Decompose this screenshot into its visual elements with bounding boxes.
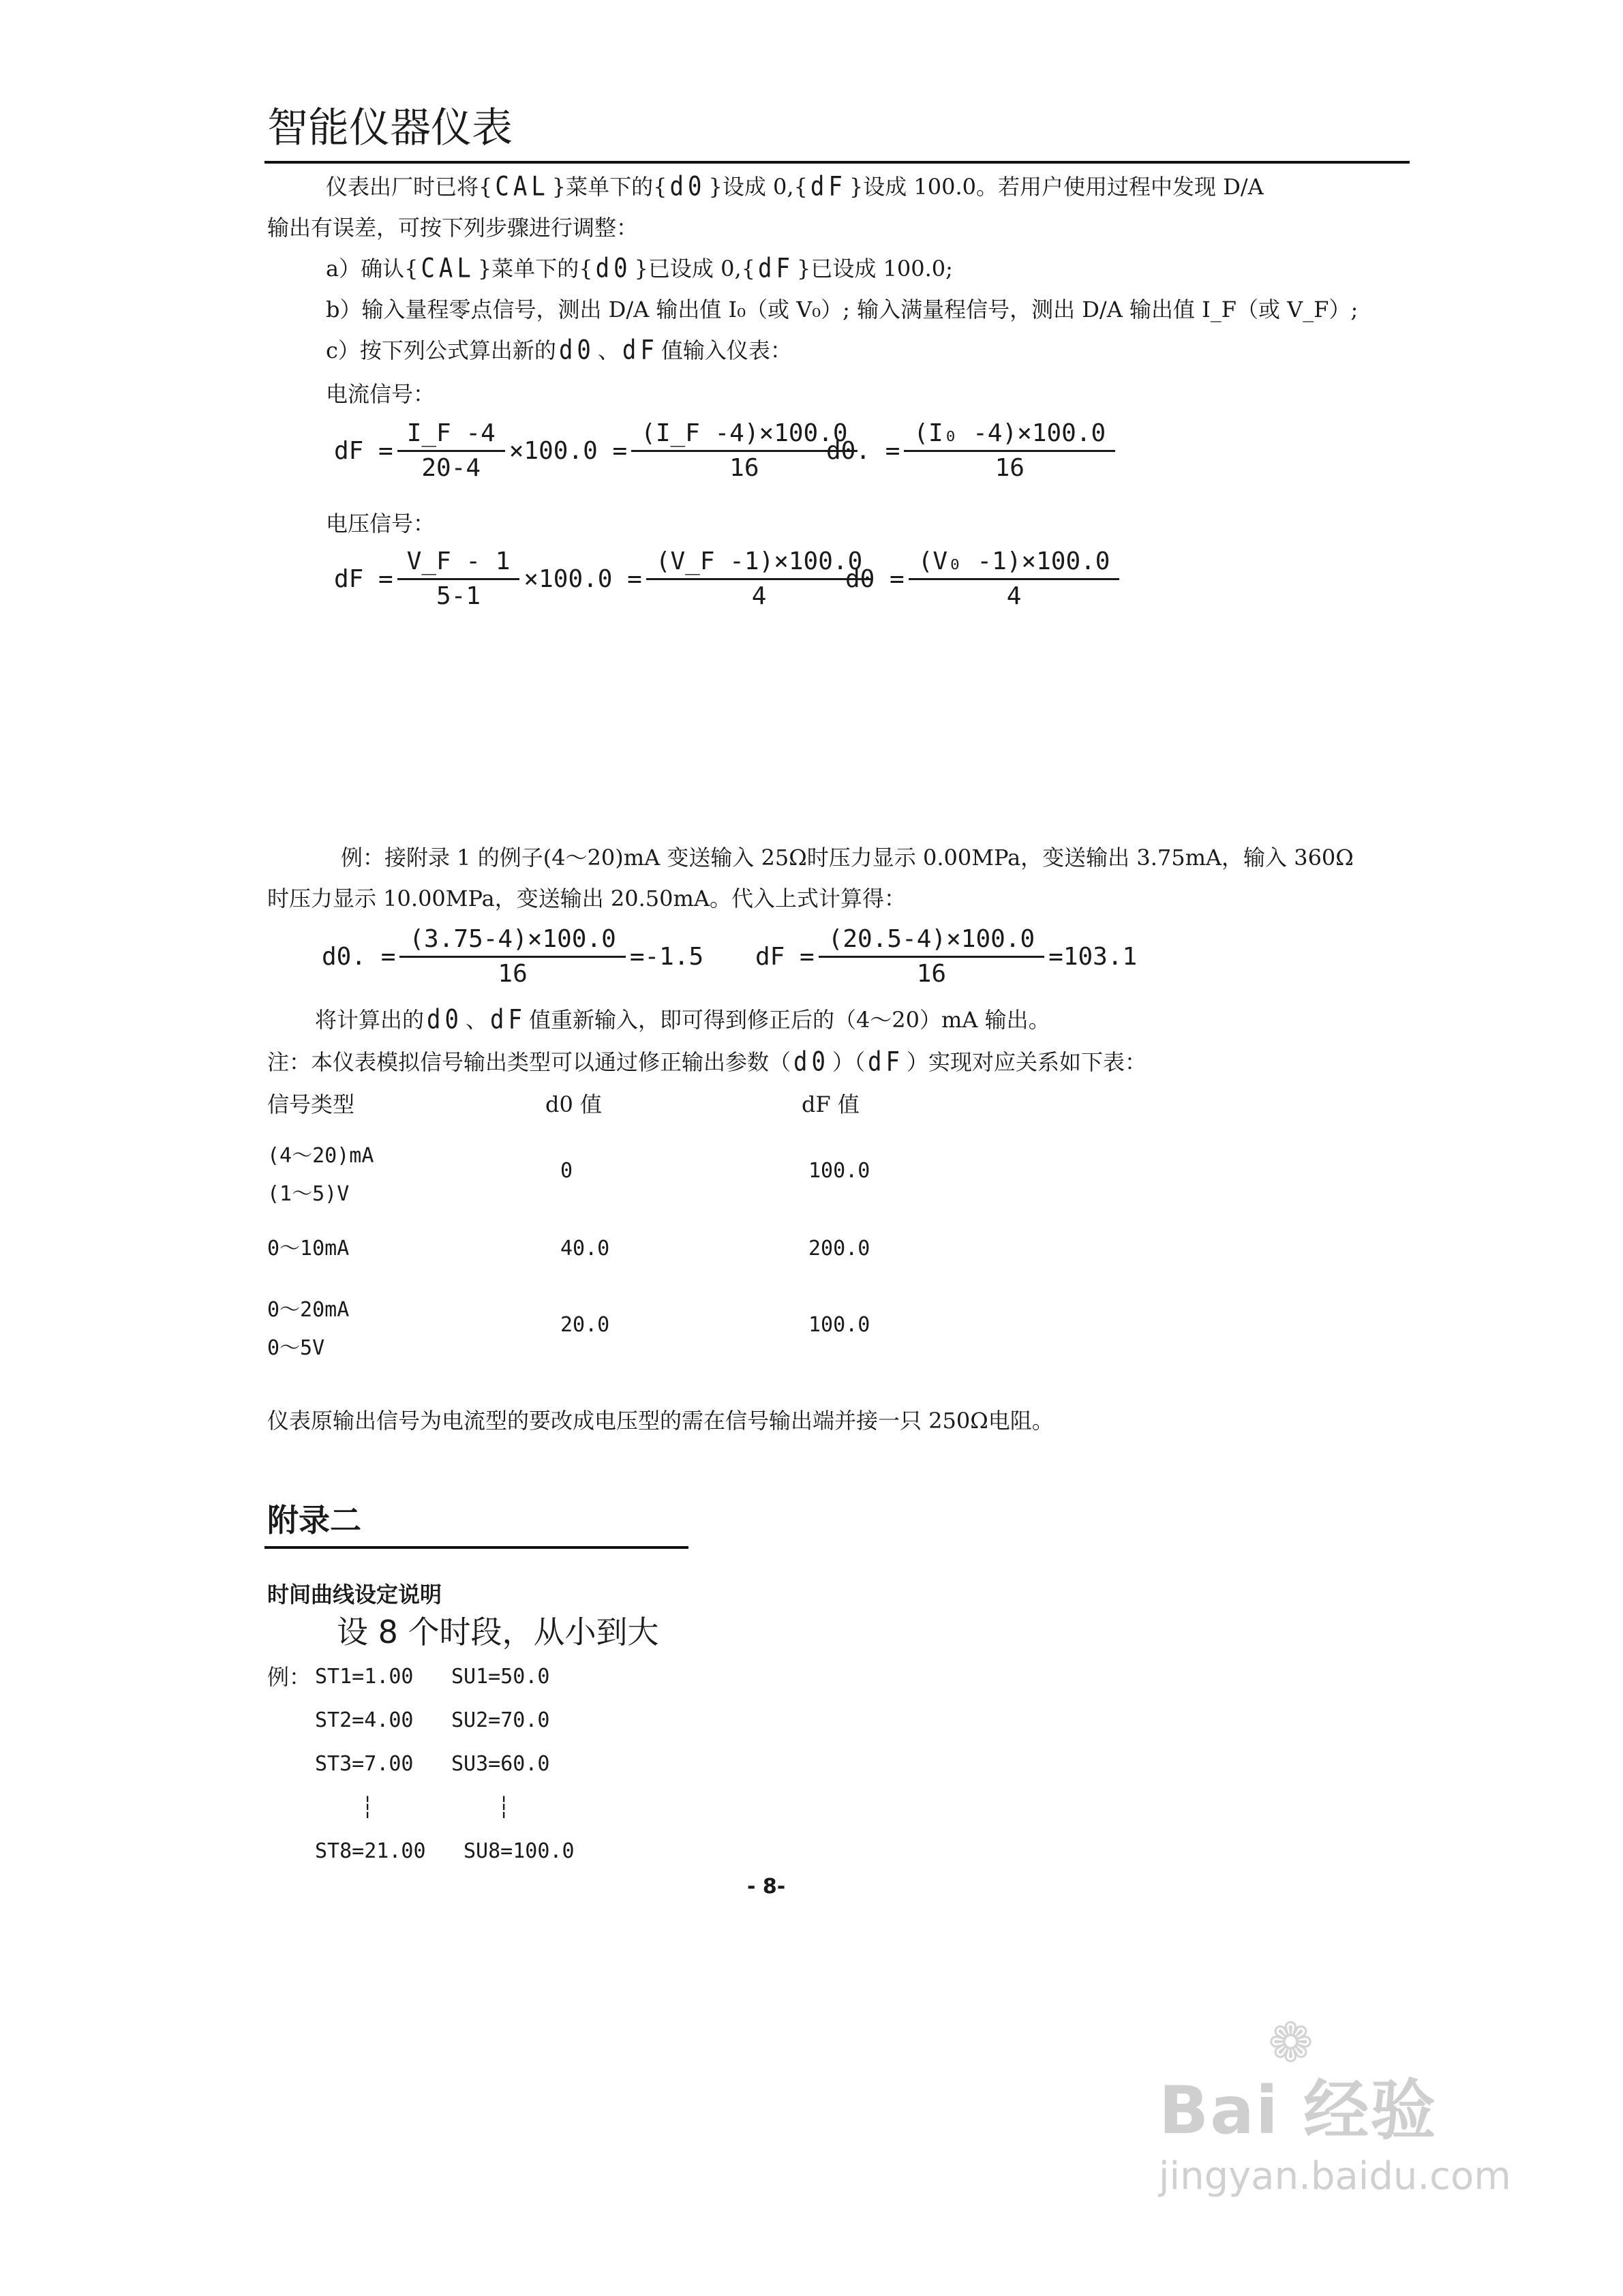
formula-mul: ×100.0 =: [524, 565, 642, 593]
example-d0-formula: [322, 923, 703, 991]
note-text: ）（: [832, 1049, 865, 1075]
fraction: [904, 417, 1115, 485]
example-dF-formula: [755, 923, 1137, 991]
denominator: 20-4: [421, 454, 481, 482]
table-row-1-d0: 0: [560, 1159, 573, 1183]
fraction: [909, 545, 1120, 613]
step-text: }已设成 100.0;: [796, 256, 953, 282]
formula-lhs: d0. =: [322, 943, 396, 971]
appendix-lead: 设 8 个时段，从小到大: [337, 1614, 659, 1650]
fraction: [819, 923, 1044, 991]
numerator: (I₀ -4)×100.0: [913, 419, 1106, 447]
current-dF-formula: [334, 417, 862, 485]
appendix-ex-label: 例：: [267, 1664, 312, 1690]
denominator: 5-1: [436, 582, 481, 610]
appendix-subtitle: 时间曲线设定说明: [267, 1582, 442, 1607]
intro-text: }菜单下的{: [551, 174, 667, 200]
note-text: 注：本仪表模拟信号输出类型可以通过修正输出参数（: [267, 1049, 791, 1075]
numerator: I_F -4: [406, 419, 496, 447]
step-a: [326, 254, 953, 284]
formula-lhs: d0. =: [826, 437, 900, 465]
step-text: 值输入仪表：: [661, 337, 792, 363]
formula-lhs: d0 =: [845, 565, 905, 593]
after-text: 将计算出的: [315, 1007, 425, 1033]
denominator: 16: [916, 960, 947, 988]
fraction: [397, 417, 505, 485]
table-cell: (4～20)mA: [267, 1144, 374, 1168]
appendix-st-3: ST3=7.00: [315, 1752, 414, 1776]
appendix-rule: [264, 1546, 688, 1549]
seg-df: dF: [622, 335, 658, 366]
page-number: - 8-: [747, 1875, 786, 1899]
seg-d0: d0: [427, 1004, 463, 1036]
seg-d0: d0: [595, 253, 632, 284]
formula-result: =103.1: [1048, 943, 1138, 971]
example-line-2: 时压力显示 10.00MPa，变送输出 20.50mA。代入上式计算得：: [267, 886, 906, 911]
watermark-url: jingyan.baidu.com: [1159, 2154, 1511, 2199]
intro-text: 仪表出厂时已将{: [326, 174, 493, 200]
formula-mul: ×100.0 =: [509, 437, 628, 465]
intro-line-1: [326, 172, 1264, 202]
intro-line-2: 输出有误差，可按下列步骤进行调整：: [267, 215, 639, 241]
appendix-su-8: SU8=100.0: [464, 1839, 575, 1863]
numerator: (V₀ -1)×100.0: [917, 547, 1110, 575]
note-text: ）实现对应关系如下表：: [906, 1049, 1147, 1075]
step-text: }已设成 0,{: [634, 256, 755, 282]
header-rule: [264, 161, 1410, 164]
voltage-label: 电压信号：: [326, 511, 436, 537]
appendix-st-8: ST8=21.00: [315, 1839, 426, 1863]
seg-d0: d0: [793, 1046, 830, 1078]
step-text: }菜单下的{: [477, 256, 593, 282]
watermark-paw-icon: ❁: [1268, 2011, 1314, 2074]
table-cell: 0～5V: [267, 1336, 325, 1360]
appendix-su-1: SU1=50.0: [451, 1665, 550, 1689]
appendix-su-2: SU2=70.0: [451, 1708, 550, 1732]
table-header-type: 信号类型: [267, 1091, 355, 1117]
fraction: [631, 417, 857, 485]
example-after: [315, 1005, 1050, 1035]
appendix-st-1: ST1=1.00: [315, 1665, 414, 1689]
formula-result: =-1.5: [629, 943, 704, 971]
denominator: 16: [498, 960, 528, 988]
seg-df: dF: [867, 1046, 904, 1078]
current-label: 电流信号：: [326, 381, 436, 407]
table-row-3-type: [267, 1291, 349, 1368]
numerator: (I_F -4)×100.0: [641, 419, 848, 447]
intro-text: }设成 0,{: [708, 174, 808, 200]
page-title: 智能仪器仪表: [267, 104, 513, 152]
seg-df: dF: [758, 253, 794, 284]
numerator: (20.5-4)×100.0: [828, 925, 1035, 953]
denominator: 16: [729, 454, 759, 482]
seg-d0: d0: [558, 335, 595, 366]
current-d0-formula: [826, 417, 1119, 485]
formula-lhs: dF =: [334, 565, 393, 593]
step-text: 、: [597, 337, 620, 363]
example-line-1: 例：接附录 1 的例子(4～20)mA 变送输入 25Ω时压力显示 0.00MPa，变送输出 3.75mA，输入 360Ω: [341, 845, 1354, 871]
watermark-brand: Bai 经验: [1159, 2072, 1438, 2149]
table-cell: (1～5)V: [267, 1182, 350, 1206]
appendix-ellipsis-su: ┆: [498, 1796, 511, 1819]
seg-d0: d0: [669, 171, 706, 202]
seg-df: dF: [489, 1004, 526, 1036]
step-c: [326, 335, 792, 365]
table-row-1-type: [267, 1137, 374, 1213]
after-text: 、: [465, 1007, 487, 1033]
table-row-1-dF: 100.0: [808, 1159, 870, 1183]
formula-lhs: dF =: [334, 437, 393, 465]
note-line: [267, 1047, 1147, 1077]
table-row-2-d0: 40.0: [560, 1237, 610, 1260]
seg-cal: CAL: [421, 253, 475, 284]
step-text: a）确认{: [326, 256, 419, 282]
after-text: 值重新输入，即可得到修正后的（4～20）mA 输出。: [528, 1007, 1050, 1033]
table-row-2-dF: 200.0: [808, 1237, 870, 1260]
table-row-3-dF: 100.0: [808, 1313, 870, 1337]
step-text: c）按下列公式算出新的: [326, 337, 556, 363]
seg-df: dF: [810, 171, 847, 202]
table-row-2-type: 0～10mA: [267, 1237, 350, 1260]
seg-cal: CAL: [495, 171, 549, 202]
denominator: 16: [995, 454, 1025, 482]
formula-lhs: dF =: [755, 943, 815, 971]
resistor-note: 仪表原输出信号为电流型的要改成电压型的需在信号输出端并接一只 250Ω电阻。: [267, 1408, 1054, 1434]
appendix-su-3: SU3=60.0: [451, 1752, 550, 1776]
table-header-dF: dF 值: [802, 1091, 860, 1117]
denominator: 4: [751, 582, 767, 610]
numerator: (3.75-4)×100.0: [409, 925, 616, 953]
numerator: V_F - 1: [406, 547, 511, 575]
appendix-title: 附录二: [267, 1502, 361, 1539]
intro-text: }设成 100.0。若用户使用过程中发现 D/A: [849, 174, 1264, 200]
fraction: [646, 545, 872, 613]
table-header-d0: d0 值: [545, 1091, 603, 1117]
fraction: [397, 545, 520, 613]
fraction: [399, 923, 625, 991]
denominator: 4: [1006, 582, 1022, 610]
table-cell: 0～20mA: [267, 1298, 350, 1322]
numerator: (V_F -1)×100.0: [655, 547, 863, 575]
voltage-d0-formula: [845, 545, 1123, 613]
voltage-dF-formula: [334, 545, 876, 613]
table-row-3-d0: 20.0: [560, 1313, 610, 1337]
appendix-ellipsis-st: ┆: [361, 1796, 374, 1819]
appendix-st-2: ST2=4.00: [315, 1708, 414, 1732]
step-b: b）输入量程零点信号，测出 D/A 输出值 I₀（或 V₀）; 输入满量程信号，测出 D/A 输出值 I_F（或 V_F）;: [326, 297, 1359, 322]
